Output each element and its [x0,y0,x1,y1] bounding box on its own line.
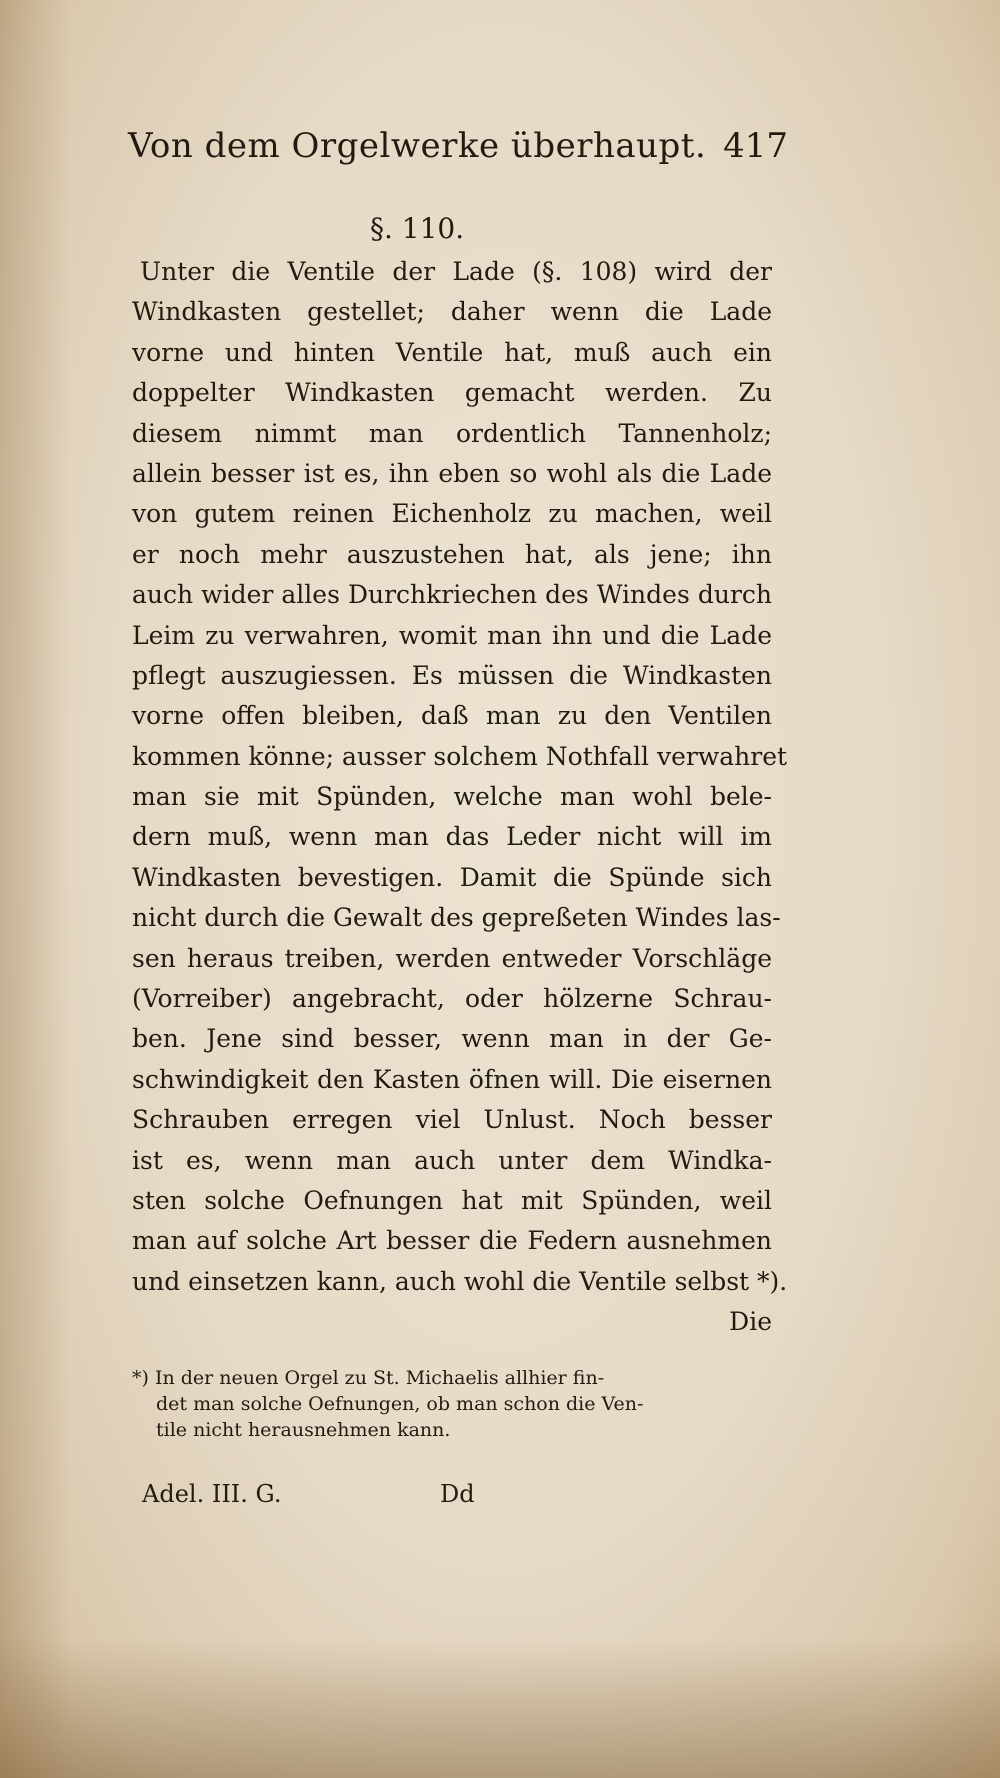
running-title: Von dem Orgelwerke überhaupt. [128,126,707,166]
body-line: schwindigkeit den Kasten öfnen will. Die eisernen [132,1064,772,1094]
body-line: Leim zu verwahren, womit man ihn und die Lade [132,620,772,650]
body-line: Windkasten bevestigen. Damit die Spünde sich [132,862,772,892]
body-line: ben. Jene sind besser, wenn man in der Ge- [132,1024,772,1054]
body-line: allein besser ist es, ihn eben so wohl als die Lade [132,458,772,488]
section-number: §. 110. [370,212,465,245]
body-line: Schrauben erregen viel Unlust. Noch besser [132,1105,772,1135]
footnote-line: det man solche Oefnungen, ob man schon die Ven- [156,1393,644,1415]
body-line: vorne offen bleiben, daß man zu den Ventilen [132,701,772,731]
body-line: Unter die Ventile der Lade (§. 108) wird der [140,257,772,286]
body-line: und einsetzen kann, auch wohl die Ventile selbst *). [132,1266,788,1296]
page-edge-stain [0,0,70,1778]
body-line: pflegt auszugiessen. Es müssen die Windkasten [132,660,772,690]
page-bottom-stain [0,1638,1000,1778]
body-line: diesem nimmt man ordentlich Tannenholz; [132,418,772,448]
body-line: Windkasten gestellet; daher wenn die Lade [132,297,772,327]
body-line: dern muß, wenn man das Leder nicht will im [132,822,772,852]
footnote-line: tile nicht herausnehmen kann. [156,1419,451,1441]
sheet-signature: Dd [440,1480,475,1508]
body-line: (Vorreiber) angebracht, oder hölzerne Schrau- [132,984,772,1014]
body-line: ist es, wenn man auch unter dem Windka- [132,1145,772,1175]
footnote-line: *) In der neuen Orgel zu St. Michaelis allhier fin- [132,1367,605,1389]
page-number: 417 [723,126,788,166]
body-line: man sie mit Spünden, welche man wohl bele- [132,782,772,812]
footnote [132,1365,762,1443]
body-line: doppelter Windkasten gemacht werden. Zu [132,378,772,408]
running-header [128,120,788,180]
body-text [132,252,788,1343]
body-line: sen heraus treiben, werden entweder Vorschläge [132,943,772,973]
printer-signature: Adel. III. G. [142,1480,282,1508]
catchword: Die [729,1307,772,1337]
body-line: kommen könne; ausser solchem Nothfall verwahret [132,741,788,771]
body-line: sten solche Oefnungen hat mit Spünden, weil [132,1185,772,1215]
body-line: er noch mehr auszustehen hat, als jene; ihn [132,539,772,569]
body-line: vorne und hinten Ventile hat, muß auch ein [132,337,772,367]
body-line: man auf solche Art besser die Federn ausnehmen [132,1226,772,1256]
body-line: nicht durch die Gewalt des gepreßeten Windes las- [132,903,781,933]
body-line: von gutem reinen Eichenholz zu machen, weil [132,499,772,529]
body-line: auch wider alles Durchkriechen des Windes durch [132,580,772,610]
